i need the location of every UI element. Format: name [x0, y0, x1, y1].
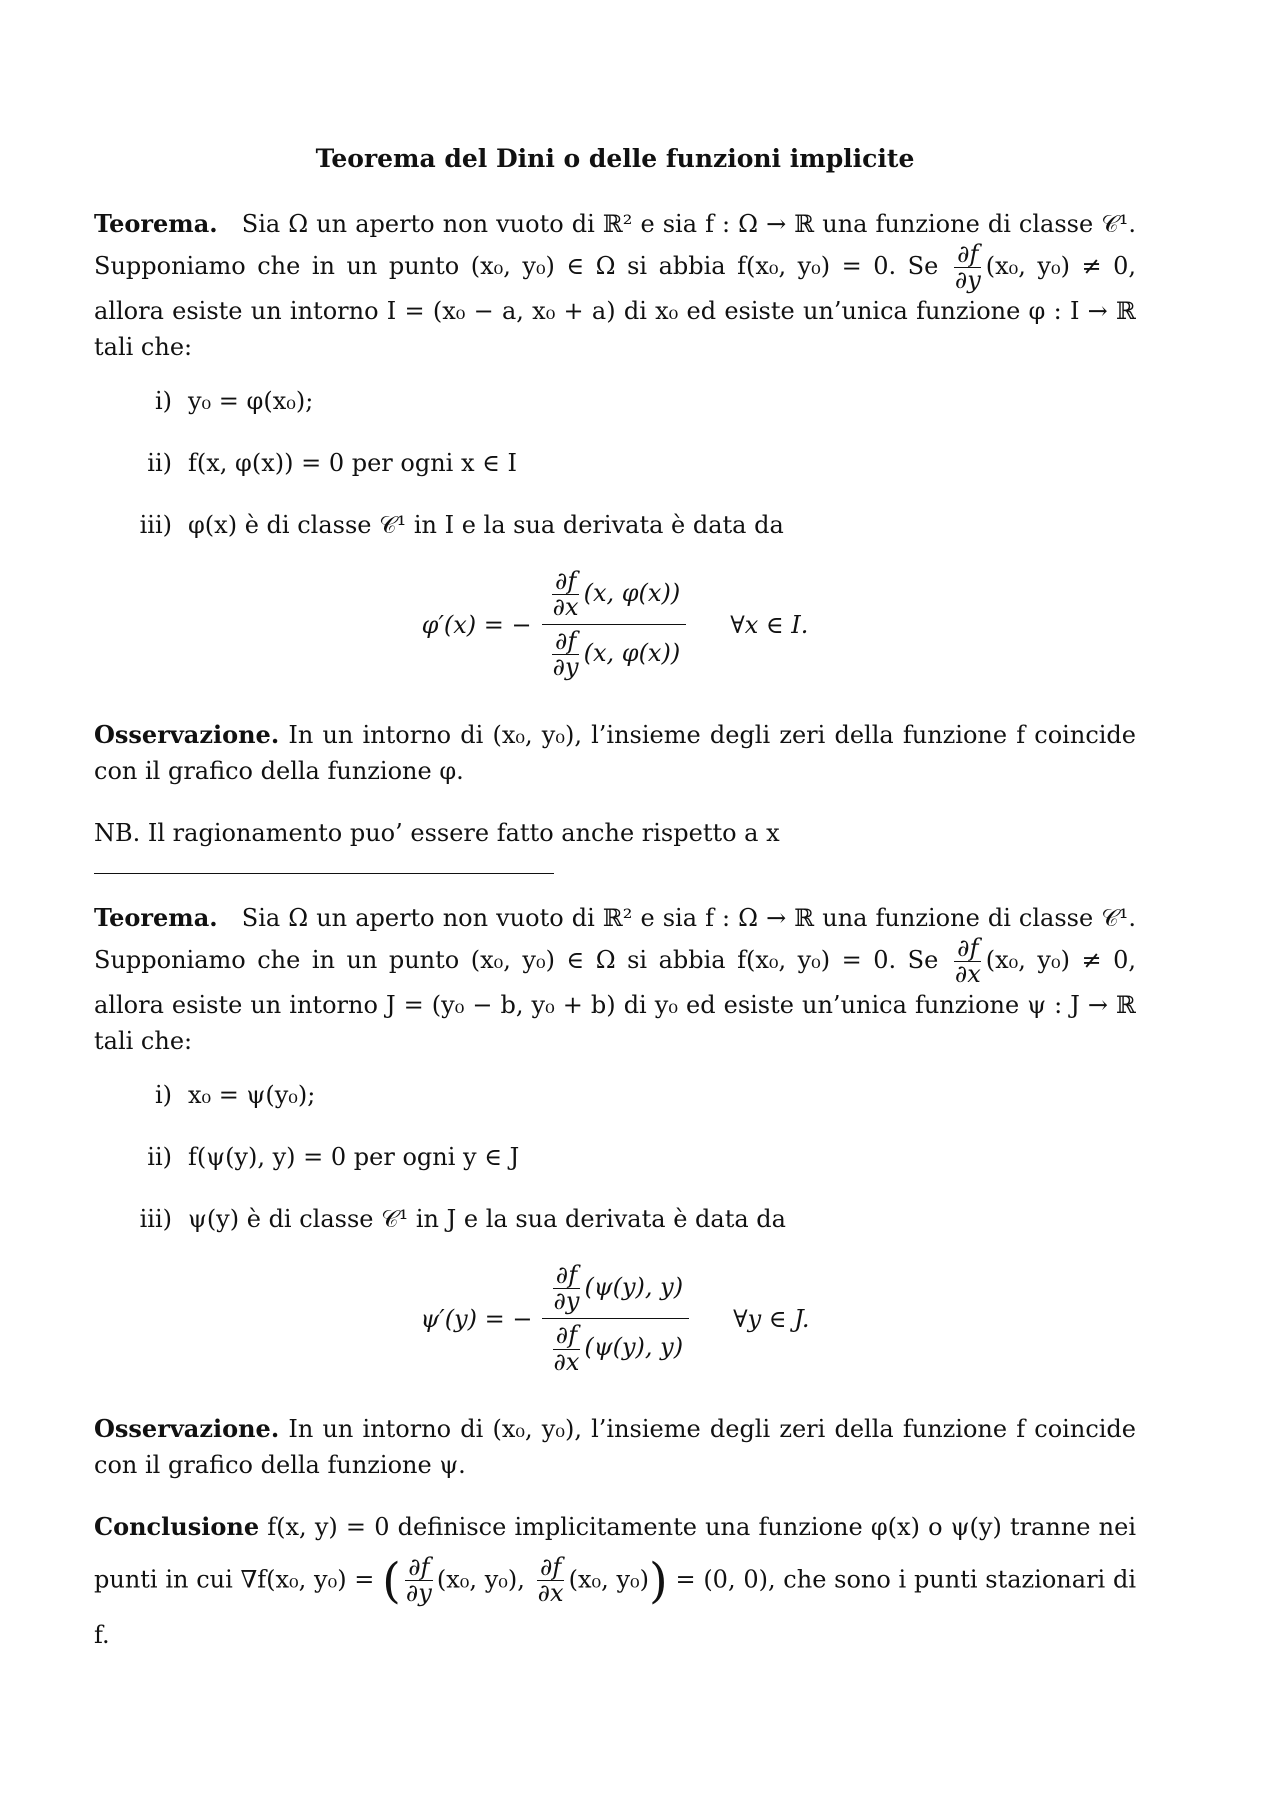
fraction-numerator: ∂f: [553, 1323, 580, 1349]
theorem-2-line2a: Supponiamo che in un punto (x₀, y₀) ∈ Ω si abbia f(x₀, y₀) = 0. Se: [94, 945, 939, 974]
theorem-1-conditions: [94, 383, 1136, 543]
theorem-1-line2b: (x₀, y₀) ≠ 0, allora esiste: [94, 251, 1136, 325]
formula-lhs: ψ′(y) = −: [420, 1304, 533, 1333]
item-text: f(ψ(y), y) = 0 per ogni y ∈ J: [188, 1143, 520, 1171]
theorem-1-line3: un intorno I = (x₀ − a, x₀ + a) di x₀ ed esiste un’unica funzione φ : I → ℝ tali che:: [94, 296, 1136, 361]
item-text: ψ(y) è di classe 𝒞¹ in J e la sua derivata è data da: [188, 1205, 786, 1233]
observation-text: In un intorno di (x₀, y₀), l’insieme degli zeri della funzione f coincide con il grafico della funzione φ.: [94, 720, 1136, 785]
fraction-numerator: ∂f: [537, 1555, 564, 1581]
theorem-1: [94, 206, 1136, 365]
formula-argument: (ψ(y), y): [584, 1273, 684, 1302]
derivative-formula-1: [94, 566, 1136, 682]
theorem-1-label: Teorema.: [94, 208, 218, 238]
item-label: ii): [147, 448, 172, 477]
formula-argument: (x, φ(x)): [583, 579, 681, 608]
fraction-numerator: ∂f: [954, 936, 981, 962]
theorem-2: [94, 900, 1136, 1059]
observation-label: Osservazione.: [94, 719, 280, 749]
formula-argument: (ψ(y), y): [584, 1333, 684, 1362]
fraction-numerator: ∂f: [552, 629, 579, 655]
item-text: φ(x) è di classe 𝒞¹ in I e la sua derivata è data da: [188, 510, 784, 539]
observation-1: [94, 717, 1136, 789]
partial-fraction: [550, 1323, 582, 1374]
nb-note: NB. Il ragionamento puo’ essere fatto anche rispetto a x: [94, 818, 780, 847]
fraction-numerator: ∂f: [954, 242, 981, 268]
formula-quantifier: ∀y ∈ J.: [733, 1304, 810, 1333]
item-label: ii): [147, 1143, 172, 1171]
observation-2: [94, 1411, 1136, 1483]
theorem-2-conditions: [94, 1077, 1136, 1237]
gradient-argument: (x₀, y₀),: [436, 1565, 525, 1594]
list-item: [94, 383, 1136, 419]
fraction-denominator: ∂y: [405, 1579, 432, 1608]
item-text: x₀ = ψ(y₀);: [188, 1081, 316, 1109]
section-divider: [94, 873, 554, 874]
conclusion: [94, 1509, 1136, 1653]
formula-numerator: [542, 1263, 689, 1319]
item-label: iii): [139, 1205, 172, 1233]
conclusion-text-a: f(x, y) = 0 definisce implicitamente una funzione φ(x) o ψ(y) tranne nei punti in cui ∇f(x₀, y₀) =: [94, 1512, 1136, 1594]
fraction-denominator: ∂x: [552, 593, 579, 622]
list-item: [94, 445, 1136, 481]
item-text: y₀ = φ(x₀);: [188, 386, 314, 415]
list-item: [94, 1201, 1136, 1237]
item-label: i): [154, 386, 172, 415]
theorem-1-line2a: Supponiamo che in un punto (x₀, y₀) ∈ Ω si abbia f(x₀, y₀) = 0. Se: [94, 251, 939, 280]
theorem-1-line1: Sia Ω un aperto non vuoto di ℝ² e sia f : Ω → ℝ una funzione di classe 𝒞¹.: [241, 209, 1136, 238]
formula-quantifier: ∀x ∈ I.: [730, 610, 809, 639]
theorem-2-line2b: (x₀, y₀) ≠ 0, allora esiste: [94, 945, 1136, 1019]
page-title: Teorema del Dini o delle funzioni implicite: [315, 144, 915, 173]
fraction-denominator: ∂x: [537, 1579, 564, 1608]
open-paren: (: [382, 1552, 401, 1609]
partial-fraction: [535, 1555, 567, 1606]
formula-lhs: φ′(x) = −: [421, 610, 532, 639]
observation-label: Osservazione.: [94, 1413, 280, 1443]
partial-fraction: [952, 239, 984, 294]
fraction-denominator: ∂x: [954, 959, 981, 988]
fraction-numerator: ∂f: [553, 1263, 580, 1289]
formula-fraction: [542, 566, 687, 682]
conclusion-label: Conclusione: [94, 1511, 260, 1541]
partial-fraction: [550, 566, 582, 622]
partial-fraction: [952, 933, 984, 988]
fraction-numerator: ∂f: [552, 569, 579, 595]
gradient-argument: (x₀, y₀): [568, 1565, 650, 1594]
theorem-2-line1: Sia Ω un aperto non vuoto di ℝ² e sia f : Ω → ℝ una funzione di classe 𝒞¹.: [241, 903, 1136, 932]
formula-fraction: [542, 1263, 689, 1375]
fraction-denominator: ∂y: [954, 265, 981, 294]
item-label: iii): [139, 510, 172, 539]
fraction-denominator: ∂y: [552, 653, 579, 682]
close-paren: ): [649, 1552, 668, 1609]
formula-argument: (x, φ(x)): [583, 639, 681, 668]
observation-text: In un intorno di (x₀, y₀), l’insieme degli zeri della funzione f coincide con il grafico della funzione ψ.: [94, 1414, 1136, 1479]
theorem-2-line3: un intorno J = (y₀ − b, y₀ + b) di y₀ ed esiste un’unica funzione ψ : J → ℝ tali che:: [94, 991, 1136, 1055]
partial-fraction: [550, 629, 582, 680]
item-label: i): [154, 1081, 172, 1109]
item-text: f(x, φ(x)) = 0 per ogni x ∈ I: [188, 448, 518, 477]
fraction-denominator: ∂x: [553, 1347, 580, 1376]
conclusion-text-b: = (0, 0), che sono i punti stazionari di f.: [94, 1565, 1136, 1649]
theorem-2-label: Teorema.: [94, 902, 218, 932]
list-item: [94, 1139, 1136, 1175]
fraction-denominator: ∂y: [553, 1287, 580, 1316]
derivative-formula-2: [94, 1263, 1136, 1375]
partial-fraction: [550, 1263, 582, 1314]
list-item: [94, 507, 1136, 543]
formula-denominator: [542, 1319, 689, 1374]
fraction-numerator: ∂f: [405, 1555, 432, 1581]
formula-denominator: [542, 625, 687, 680]
formula-numerator: [542, 566, 687, 625]
partial-fraction: [403, 1555, 435, 1606]
list-item: [94, 1077, 1136, 1113]
document-page: [94, 140, 1136, 1671]
